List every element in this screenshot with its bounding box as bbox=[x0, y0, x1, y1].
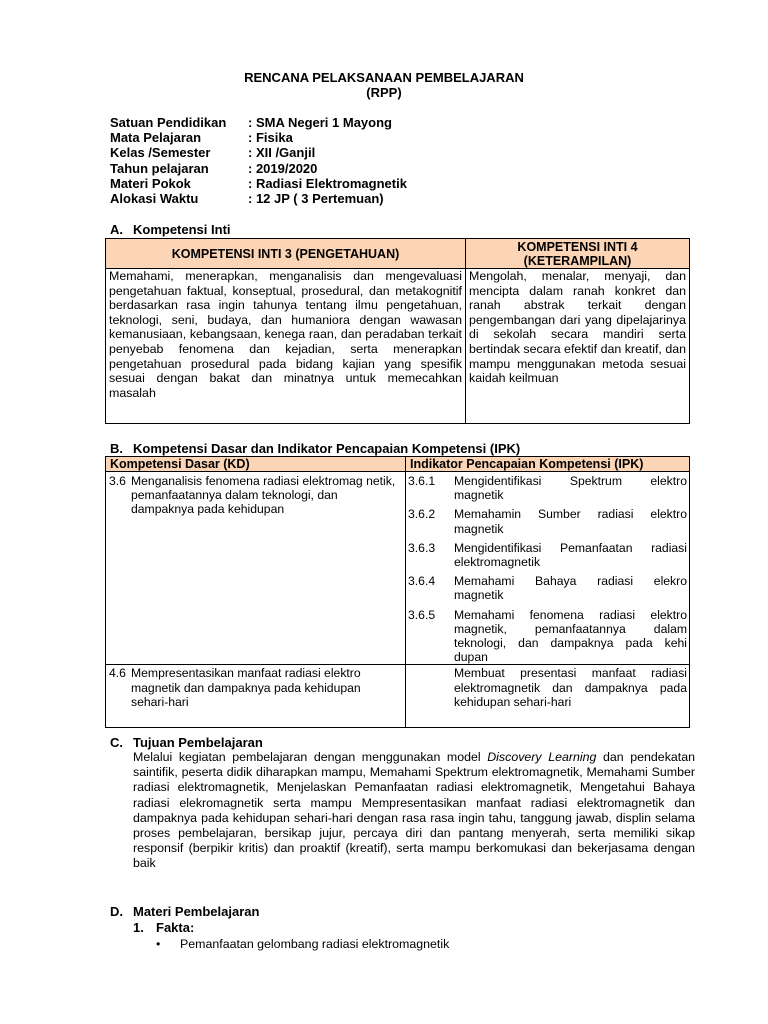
ipk-column-header: Indikator Pencapaian Kompetensi (IPK) bbox=[406, 457, 690, 472]
ipk-text: Mengidentifikasi Pemanfaatan radiasi elektromagnetik bbox=[454, 540, 687, 570]
fakta-heading bbox=[133, 920, 194, 935]
ipk-item bbox=[406, 541, 689, 569]
identity-row bbox=[110, 130, 407, 145]
ipk-text: Memahamin Sumber radiasi elektro magnetik bbox=[454, 507, 687, 536]
identity-block bbox=[110, 115, 407, 206]
section-d-heading bbox=[110, 904, 259, 919]
identity-row bbox=[110, 191, 407, 206]
identity-label: Mata Pelajaran bbox=[110, 130, 202, 146]
ipk-text: Memahami Bahaya radiasi elekro magnetik bbox=[454, 574, 687, 603]
ipk-item bbox=[406, 474, 689, 502]
ipk-text: Memahami fenomena radiasi elektro magnetik, pemanfaatannya dalam teknologi, dan dampaknya pada kehi dupan bbox=[454, 607, 687, 665]
kd-ipk-table bbox=[105, 456, 690, 728]
ipk-item bbox=[406, 574, 689, 602]
identity-label: Alokasi Waktu bbox=[110, 190, 199, 206]
identity-value: : SMA Negeri 1 Mayong bbox=[248, 115, 392, 130]
ipk-number: 3.6.3 bbox=[408, 540, 436, 555]
ki4-header-line2: (KETERAMPILAN) bbox=[523, 253, 632, 268]
tujuan-paragraph bbox=[133, 750, 695, 872]
sub-number: 1. bbox=[133, 920, 144, 935]
sub-title: Fakta: bbox=[156, 920, 195, 935]
ipk-number: 3.6.5 bbox=[408, 607, 436, 622]
ki4-text: Mengolah, menalar, menyaji, dan mencipta dalam ranah konkret dan ranah abstrak terkait dengan pengembangan dari yang dipelajarinya di sekolah secara mandiri serta bertindak secara efektif dan kreatif, dan mampu menggunakan metoda sesuai kaidah keilmuan bbox=[466, 269, 690, 424]
section-title: Kompetensi Inti bbox=[133, 222, 231, 237]
ki3-text: Memahami, menerapkan, menganalisis dan mengevaluasi pengetahuan faktual, konseptual, prosedural, dan metakognitif berdasarkan rasa ingin tahunya tentang ilmu pengetahuan, teknologi, seni, budaya, dan humaniora dengan wawasan kemanusiaan, kebangsaan, kenega raan, dan peradaban terkait penyebab fenomena dan kejadian, serta menerapkan pengetahuan prosedural pada bidang kajian yang spesifik sesuai dengan bakat dan minatnya untuk memecahkan masalah bbox=[106, 269, 466, 424]
kd-cell bbox=[106, 472, 406, 665]
section-letter: D. bbox=[110, 904, 123, 919]
section-b-heading bbox=[110, 441, 520, 456]
ipk-item bbox=[406, 507, 689, 535]
kd-text: Menganalisis fenomena radiasi elektromag netik, pemanfaatannya dalam teknologi, dan dampaknya pada kehidupan bbox=[131, 474, 396, 517]
ipk-text: Membuat presentasi manfaat radiasi elektromagnetik dan dampaknya pada kehidupan sehari-hari bbox=[454, 666, 687, 709]
identity-label: Materi Pokok bbox=[110, 175, 191, 191]
identity-value: : 12 JP ( 3 Pertemuan) bbox=[248, 190, 384, 206]
section-title: Tujuan Pembelajaran bbox=[133, 735, 263, 750]
ipk-cell bbox=[406, 472, 690, 665]
ki4-header-line1: KOMPETENSI INTI 4 bbox=[517, 239, 638, 254]
bullet-icon: • bbox=[156, 937, 161, 951]
ki3-header: KOMPETENSI INTI 3 (PENGETAHUAN) bbox=[106, 239, 466, 269]
ipk-cell bbox=[406, 665, 690, 728]
section-letter: B. bbox=[110, 441, 123, 456]
ipk-item bbox=[406, 666, 689, 709]
document-title: RENCANA PELAKSANAAN PEMBELAJARAN bbox=[244, 70, 524, 85]
section-c-heading bbox=[110, 735, 263, 750]
ipk-item bbox=[406, 608, 689, 665]
fakta-bullet-item bbox=[156, 937, 449, 951]
identity-value: : 2019/2020 bbox=[248, 160, 318, 176]
section-a-heading bbox=[110, 222, 231, 237]
identity-label: Satuan Pendidikan bbox=[110, 115, 227, 130]
tujuan-text-rest: dan pendekatan saintifik, peserta didik diharapkan mampu, Memahami Spektrum elektromagnetik, Memahami Sumber radiasi elektromagnetik, Menjelaskan Pemanfaatan radiasi elektromagnetik, Mengetahui Bahaya radiasi elekromagnetik serta mampu Mempresentasikan manfaat radiasi elektromagnetik dan dampaknya pada kehidupan sehari-hari dengan rasa rasa ingin tahu, tanggung jawab, displin selama proses pembelajaran, bersikap jujur, percaya diri dan pantang menyerah, serta memiliki sikap responsif (berpikir kritis) dan proaktif (kreatif), serta mampu berkomukasi dan bekerjasama dengan baik bbox=[133, 750, 696, 871]
identity-row bbox=[110, 161, 407, 176]
kd-number: 4.6 bbox=[109, 666, 126, 681]
section-letter: A. bbox=[110, 222, 123, 237]
kd-item bbox=[109, 666, 402, 709]
identity-label: Tahun pelajaran bbox=[110, 160, 209, 176]
tujuan-text-start: Melalui kegiatan pembelajaran dengan menggunakan model bbox=[133, 750, 488, 764]
identity-value: : Fisika bbox=[248, 130, 293, 146]
section-title: Materi Pembelajaran bbox=[133, 904, 260, 919]
ipk-text: Mengidentifikasi Spektrum elektro magnetik bbox=[454, 474, 687, 503]
kd-column-header: Kompetensi Dasar (KD) bbox=[106, 457, 406, 472]
ipk-number: 3.6.1 bbox=[408, 474, 436, 488]
identity-row bbox=[110, 115, 407, 130]
ipk-number: 3.6.4 bbox=[408, 574, 436, 589]
section-letter: C. bbox=[110, 735, 123, 750]
kd-item bbox=[109, 474, 402, 517]
ipk-number: 3.6.2 bbox=[408, 507, 436, 522]
model-name: Discovery Learning bbox=[487, 750, 597, 764]
kd-cell bbox=[106, 665, 406, 728]
kd-number: 3.6 bbox=[109, 474, 126, 488]
kd-text: Mempresentasikan manfaat radiasi elektro magnetik dan dampaknya pada kehidupan sehari-hari bbox=[131, 666, 361, 709]
kompetensi-inti-table bbox=[105, 238, 690, 424]
ki4-header bbox=[466, 239, 690, 269]
identity-label: Kelas /Semester bbox=[110, 145, 211, 161]
document-subtitle: (RPP) bbox=[366, 85, 402, 100]
identity-value: : XII /Ganjil bbox=[248, 145, 316, 161]
bullet-text: Pemanfaatan gelombang radiasi elektromagnetik bbox=[180, 937, 450, 951]
identity-row bbox=[110, 145, 407, 160]
section-title: Kompetensi Dasar dan Indikator Pencapaian Kompetensi (IPK) bbox=[133, 441, 521, 456]
identity-row bbox=[110, 176, 407, 191]
identity-value: : Radiasi Elektromagnetik bbox=[248, 175, 407, 191]
